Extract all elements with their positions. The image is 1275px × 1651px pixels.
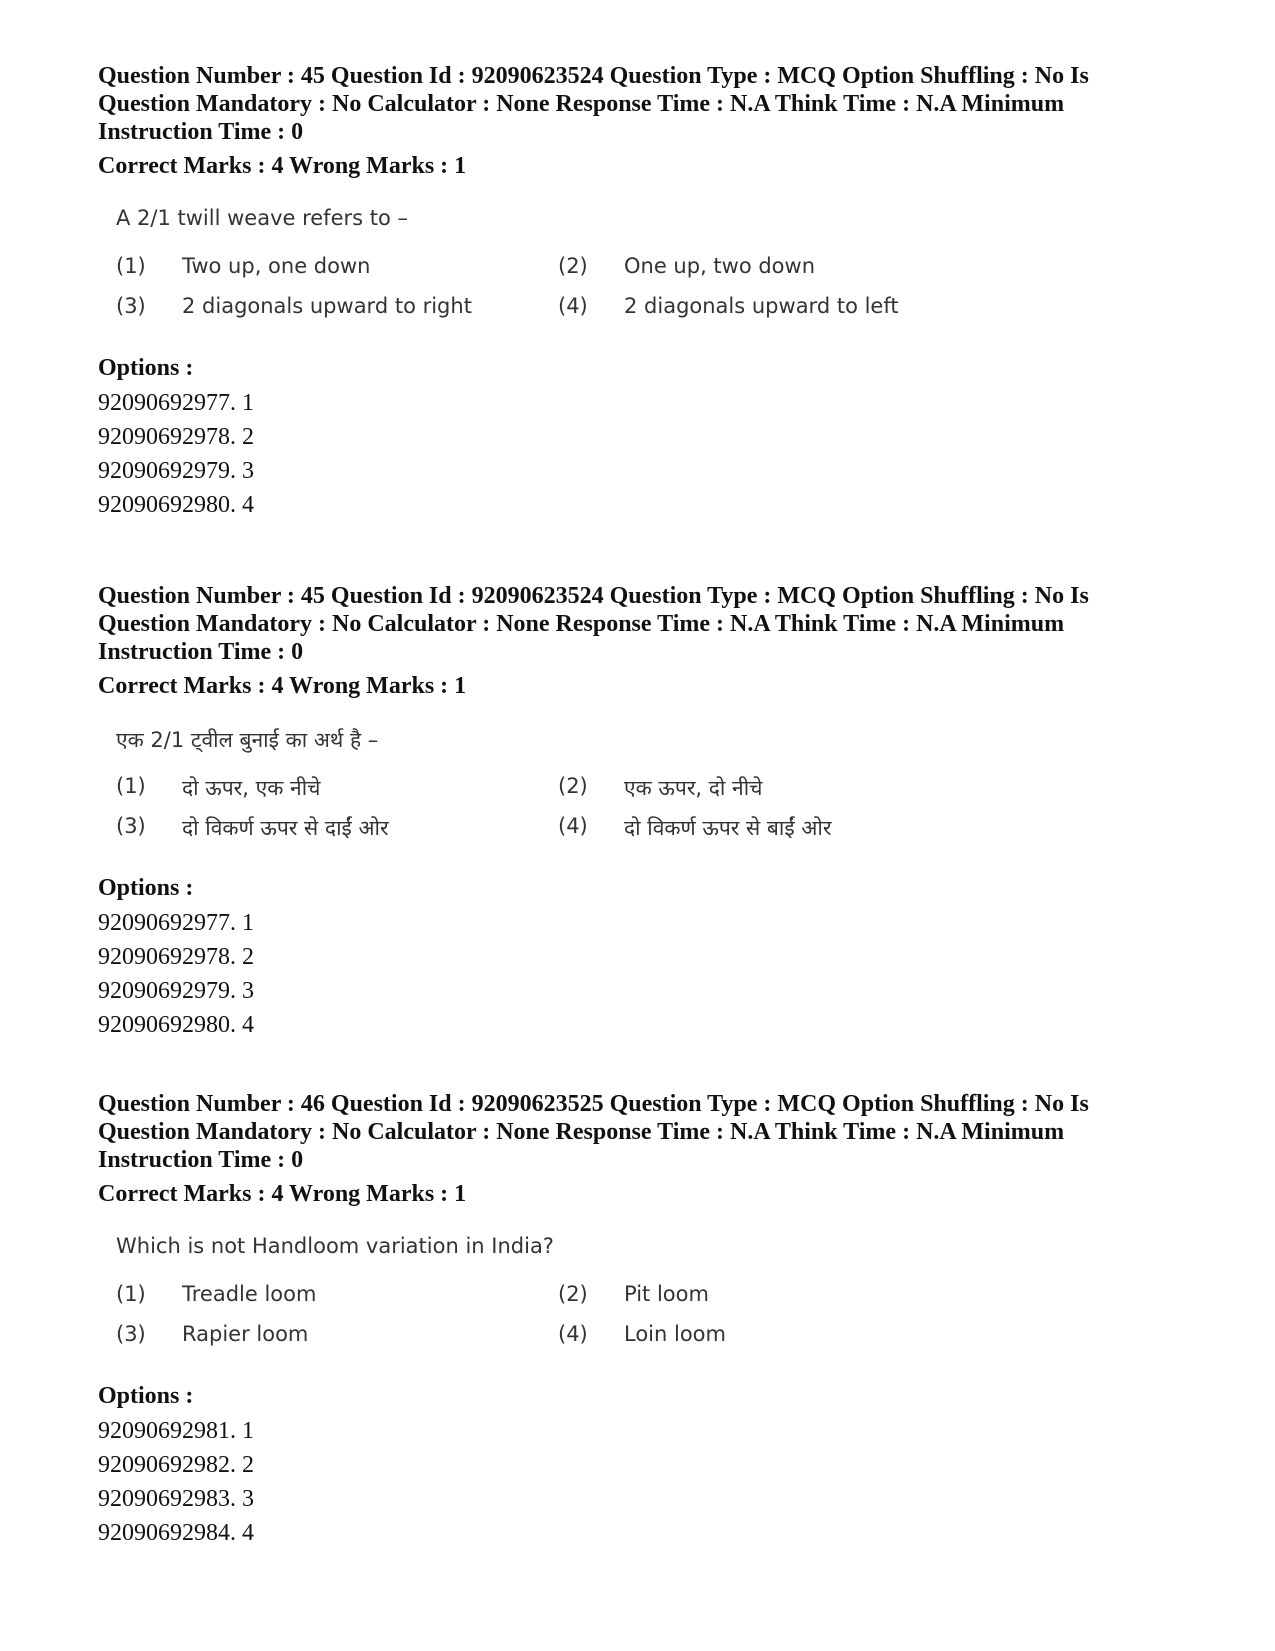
choice-text: Rapier loom (182, 1322, 309, 1346)
question-marks: Correct Marks : 4 Wrong Marks : 1 (98, 673, 467, 699)
option-id-line: 92090692978. 2 (98, 424, 254, 450)
choice-text: Treadle loom (182, 1282, 317, 1306)
options-list (98, 386, 1178, 522)
choice-text: Loin loom (624, 1322, 726, 1346)
option-id-line: 92090692977. 1 (98, 910, 254, 936)
question-block (98, 1090, 1178, 1550)
choice-text: दो ऊपर, एक नीचे (182, 776, 321, 800)
question-body (98, 726, 1178, 866)
question-marks: Correct Marks : 4 Wrong Marks : 1 (98, 1181, 467, 1207)
choice-text: 2 diagonals upward to right (182, 294, 472, 318)
question-body (98, 1234, 1178, 1374)
options-heading: Options : (98, 875, 194, 901)
options-heading: Options : (98, 355, 194, 381)
options-heading: Options : (98, 1383, 194, 1409)
choice-number: (1) (116, 254, 146, 278)
options-list (98, 906, 1178, 1042)
choice-number: (2) (558, 1282, 588, 1306)
choice-number: (1) (116, 774, 146, 798)
option-id-line: 92090692982. 2 (98, 1452, 254, 1478)
choice-text: One up, two down (624, 254, 816, 278)
question-block (98, 62, 1178, 522)
choice-number: (3) (116, 814, 146, 838)
choice-text: दो विकर्ण ऊपर से बाईं ओर (624, 816, 832, 840)
choice-number: (4) (558, 814, 588, 838)
option-id-line: 92090692978. 2 (98, 944, 254, 970)
option-id-line: 92090692980. 4 (98, 1012, 254, 1038)
choice-text: दो विकर्ण ऊपर से दाईं ओर (182, 816, 389, 840)
option-id-line: 92090692983. 3 (98, 1486, 254, 1512)
choice-text: एक ऊपर, दो नीचे (624, 776, 763, 800)
choice-number: (3) (116, 294, 146, 318)
choice-number: (2) (558, 254, 588, 278)
question-metadata: Question Number : 45 Question Id : 92090623524 Question Type : MCQ Option Shuffling : No Is Question Mandatory : No Calculator : None Response Time : N.A Think Time : N.A Minimum Instruction Time : 0 (98, 63, 1089, 145)
question-block (98, 582, 1178, 1042)
choice-number: (1) (116, 1282, 146, 1306)
question-marks: Correct Marks : 4 Wrong Marks : 1 (98, 153, 467, 179)
option-id-line: 92090692979. 3 (98, 458, 254, 484)
choice-text: 2 diagonals upward to left (624, 294, 899, 318)
choice-text: Pit loom (624, 1282, 709, 1306)
choice-number: (4) (558, 294, 588, 318)
question-metadata: Question Number : 45 Question Id : 92090623524 Question Type : MCQ Option Shuffling : No Is Question Mandatory : No Calculator : None Response Time : N.A Think Time : N.A Minimum Instruction Time : 0 (98, 583, 1089, 665)
options-list (98, 1414, 1178, 1550)
question-stem: A 2/1 twill weave refers to – (116, 206, 409, 230)
option-id-line: 92090692980. 4 (98, 492, 254, 518)
choice-text: Two up, one down (182, 254, 371, 278)
question-stem: एक 2/1 ट्वील बुनाई का अर्थ है – (116, 728, 379, 752)
option-id-line: 92090692981. 1 (98, 1418, 254, 1444)
question-stem: Which is not Handloom variation in India? (116, 1234, 554, 1258)
choice-number: (4) (558, 1322, 588, 1346)
option-id-line: 92090692977. 1 (98, 390, 254, 416)
choice-number: (3) (116, 1322, 146, 1346)
option-id-line: 92090692984. 4 (98, 1520, 254, 1546)
option-id-line: 92090692979. 3 (98, 978, 254, 1004)
question-metadata: Question Number : 46 Question Id : 92090623525 Question Type : MCQ Option Shuffling : No Is Question Mandatory : No Calculator : None Response Time : N.A Think Time : N.A Minimum Instruction Time : 0 (98, 1091, 1089, 1173)
question-body (98, 206, 1178, 346)
choice-number: (2) (558, 774, 588, 798)
